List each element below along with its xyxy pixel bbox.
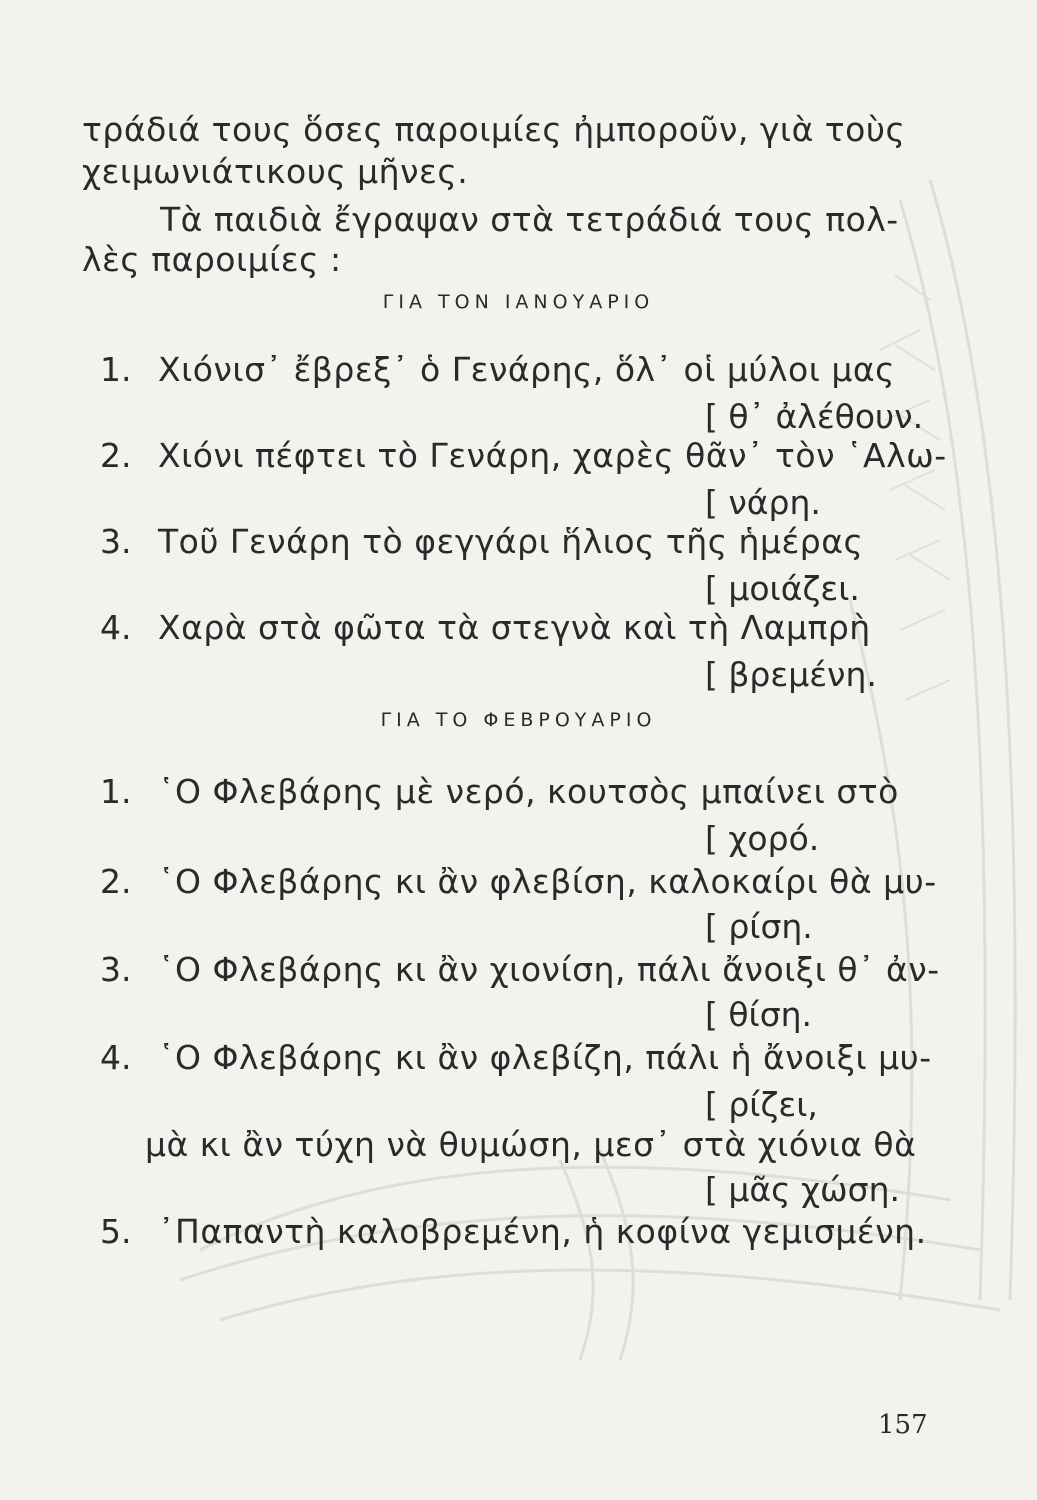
- section-heading: ΓΙΑ ΤΟ ΦΕΒΡΟΥΑΡΙΟ: [380, 709, 657, 731]
- item-number: 4.: [100, 608, 132, 647]
- intro-line: χειμωνιάτικους μῆνες.: [82, 152, 469, 191]
- section-heading: ΓΙΑ ΤΟΝ ΙΑΝΟΥΑΡΙΟ: [382, 291, 655, 313]
- page-number: 157: [878, 1410, 928, 1440]
- proverb-text: ῾Ο Φλεβάρης κι ἂν χιονίση, πάλι ἄνοιξι θ᾽ ἀν-: [158, 950, 940, 989]
- proverb-continuation: [ ρίζει,: [705, 1085, 818, 1124]
- proverb-text: Χιόνισ᾽ ἔβρεξ᾽ ὁ Γενάρης, ὅλ᾽ οἱ μύλοι μας: [158, 350, 895, 389]
- intro-line: τράδιά τους ὅσες παροιμίες ἠμποροῦν, γιὰ τοὺς: [82, 110, 906, 149]
- item-number: 3.: [100, 522, 132, 561]
- proverb-text: ῾Ο Φλεβάρης κι ἂν φλεβίση, καλοκαίρι θὰ μυ-: [158, 862, 937, 901]
- item-number: 4.: [100, 1038, 132, 1077]
- proverb-text: ῾Ο Φλεβάρης μὲ νερό, κουτσὸς μπαίνει στὸ: [158, 772, 899, 811]
- proverb-continuation: [ μοιάζει.: [705, 569, 860, 608]
- proverb-continuation: [ χορό.: [705, 819, 820, 858]
- item-number: 1.: [100, 772, 132, 811]
- item-number: 1.: [100, 350, 132, 389]
- proverb-continuation: [ θ᾽ ἀλέθουν.: [705, 397, 924, 436]
- proverb-text: Χαρὰ στὰ φῶτα τὰ στεγνὰ καὶ τὴ Λαμπρὴ: [158, 608, 871, 647]
- proverb-continuation: [ θίση.: [705, 995, 813, 1034]
- proverb-text-second: μὰ κι ἂν τύχη νὰ θυμώση, μεσ᾽ στὰ χιόνια θὰ: [145, 1125, 917, 1164]
- proverb-text: ῾Ο Φλεβάρης κι ἂν φλεβίζη, πάλι ἡ ἄνοιξι μυ-: [158, 1038, 932, 1077]
- intro-line: Τὰ παιδιὰ ἔγραψαν στὰ τετράδιά τους πολ-: [160, 200, 899, 239]
- proverb-continuation: [ νάρη.: [705, 483, 821, 522]
- proverb-text: Χιόνι πέφτει τὸ Γενάρη, χαρὲς θᾶν᾽ τὸν ῾Αλω-: [158, 436, 947, 475]
- proverb-continuation: [ βρεμένη.: [705, 655, 877, 694]
- proverb-continuation-second: [ μᾶς χώση.: [705, 1170, 900, 1209]
- intro-line: λὲς παροιμίες :: [82, 240, 342, 279]
- item-number: 5.: [100, 1212, 132, 1251]
- proverb-text: ᾽Παπαντὴ καλοβρεμένη, ἡ κοφίνα γεμισμένη.: [158, 1212, 927, 1251]
- item-number: 3.: [100, 950, 132, 989]
- item-number: 2.: [100, 862, 132, 901]
- proverb-text: Τοῦ Γενάρη τὸ φεγγάρι ἥλιος τῆς ἡμέρας: [158, 522, 864, 561]
- proverb-continuation: [ ρίση.: [705, 907, 813, 946]
- item-number: 2.: [100, 436, 132, 475]
